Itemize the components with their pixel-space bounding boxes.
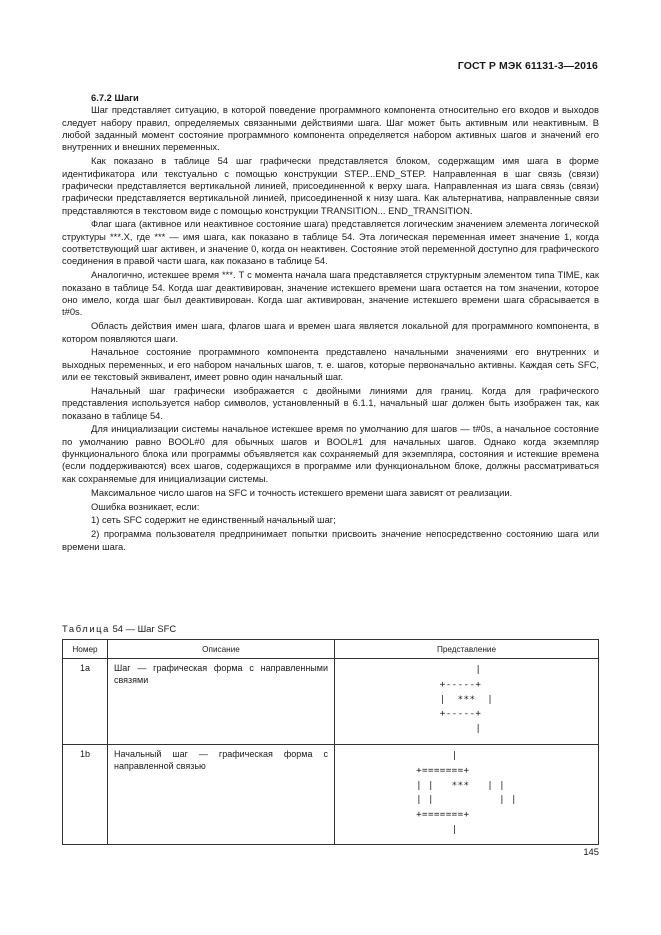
body-text (62, 92, 599, 553)
initial-step-diagram: | +=======+ | | *** | | | | | | +=======+ | (416, 750, 517, 835)
row-description: Начальный шаг — графическая форма с направленной связью (108, 745, 335, 845)
paragraph: Как показано в таблице 54 шаг графически представляется блоком, содержащим имя шага в форме идентификатора или текстуально с помощью конструкции STEP...END_STEP. Направленная в шаг связь (связи) графически представляется вертикальной линией, присоединенной к верху шага. Направленная из шага связь (связи) графически представляется вертикальной линией, присоединенной к низу шага. Как альтернатива, направленные связи представляются в текстовом виде с помощью конструкции TRANSITION... END_TRANSITION. (62, 155, 599, 216)
paragraph: Максимальное число шагов на SFC и точность истекшего времени шага зависят от реализации. (91, 486, 513, 498)
table-header-row (63, 640, 599, 659)
list-item: 2) программа пользователя предпринимает попытки присвоить значение непосредственно состоянию шага или времени шага. (62, 528, 599, 552)
column-header-description: Описание (108, 640, 335, 659)
step-diagram: | +-----+ | *** | +-----+ | (439, 664, 494, 735)
paragraph: Для инициализации системы начальное истекшее время по умолчанию для шагов — t#0s, а начальное состояние по умолчанию равно BOOL#0 для обычных шагов и BOOL#1 для начальных шагов. Однако когда экземпляр функционального блока или программы объявляется как сохраняемый для экземпляра, состояния и истекшие времена (если поддерживаются) всех шагов, содержащихся в программе или функциональном блоке, должны рассматриваться как сохраняемые для инициализации системы. (62, 423, 599, 484)
list-item: 1) сеть SFC содержит не единственный начальный шаг; (91, 514, 336, 526)
paragraph: Аналогично, истекшее время ***. Т с момента начала шага представляется структурным элементом типа TIME, как показано в таблице 54. Когда шаг деактивирован, значение истекшего времени шага остается на том значении, которое оно имело, когда шаг был деактивирован. Когда шаг активирован, значение истекшего времени шага сбрасывается в t#0s. (62, 269, 599, 318)
table-caption-title: 54 — Шаг SFC (109, 623, 177, 634)
paragraph: Ошибка возникает, если: (91, 500, 200, 512)
row-number: 1b (63, 745, 108, 845)
paragraph: Шаг представляет ситуацию, в которой поведение программного компонента относительно его входов и выходов следует набору правил, определяемых связанными действиями шага. Шаг может быть активным или неактивным. В любой заданный момент состояние программного компонента определяется набором активных шагов и значений его внутренних и внешних переменных. (62, 104, 599, 153)
table-row (63, 659, 599, 745)
initial-step-diagram-cell (335, 745, 599, 845)
sfc-step-table (62, 639, 599, 845)
step-diagram-cell (335, 659, 599, 745)
row-description: Шаг — графическая форма с направленными связями (108, 659, 335, 745)
page-number: 145 (583, 846, 599, 857)
paragraph: Флаг шага (активное или неактивное состояние шага) представляется логическим значением элемента логической структуры ***.X, где *** — имя шага, как показано в таблице 54. Эта логическая переменная имеет значение 1, когда соответствующий шаг активен, и значение 0, когда он неактивен. Состояние этой переменной доступно для графического соединения в правой части шага, как показано в таблице 54. (62, 218, 599, 267)
paragraph: Начальное состояние программного компонента представлено начальными значениями его внутренних и выходных переменных, и его набором начальных шагов, т. е. шагов, которые первоначально активны. Каждая сеть SFC, или ее текстовый эквивалент, имеет ровно один начальный шаг. (62, 346, 599, 383)
column-header-representation: Представление (335, 640, 599, 659)
table-caption-prefix: Таблица (62, 623, 110, 634)
table-caption (62, 623, 176, 634)
paragraph: Начальный шаг графически изображается с двойными линиями для границ. Когда для графического представления используется набор символов, установленный в 6.1.1, начальный шаг должен быть изображен так, как показано в таблице 54. (62, 384, 599, 421)
column-header-number: Номер (63, 640, 108, 659)
paragraph: Область действия имен шага, флагов шага и времен шага является локальной для программного компонента, в котором появляются шаги. (62, 320, 599, 344)
standard-header: ГОСТ Р МЭК 61131-3—2016 (457, 60, 598, 72)
table-row (63, 745, 599, 845)
row-number: 1a (63, 659, 108, 745)
section-title: 6.7.2 Шаги (91, 92, 139, 103)
